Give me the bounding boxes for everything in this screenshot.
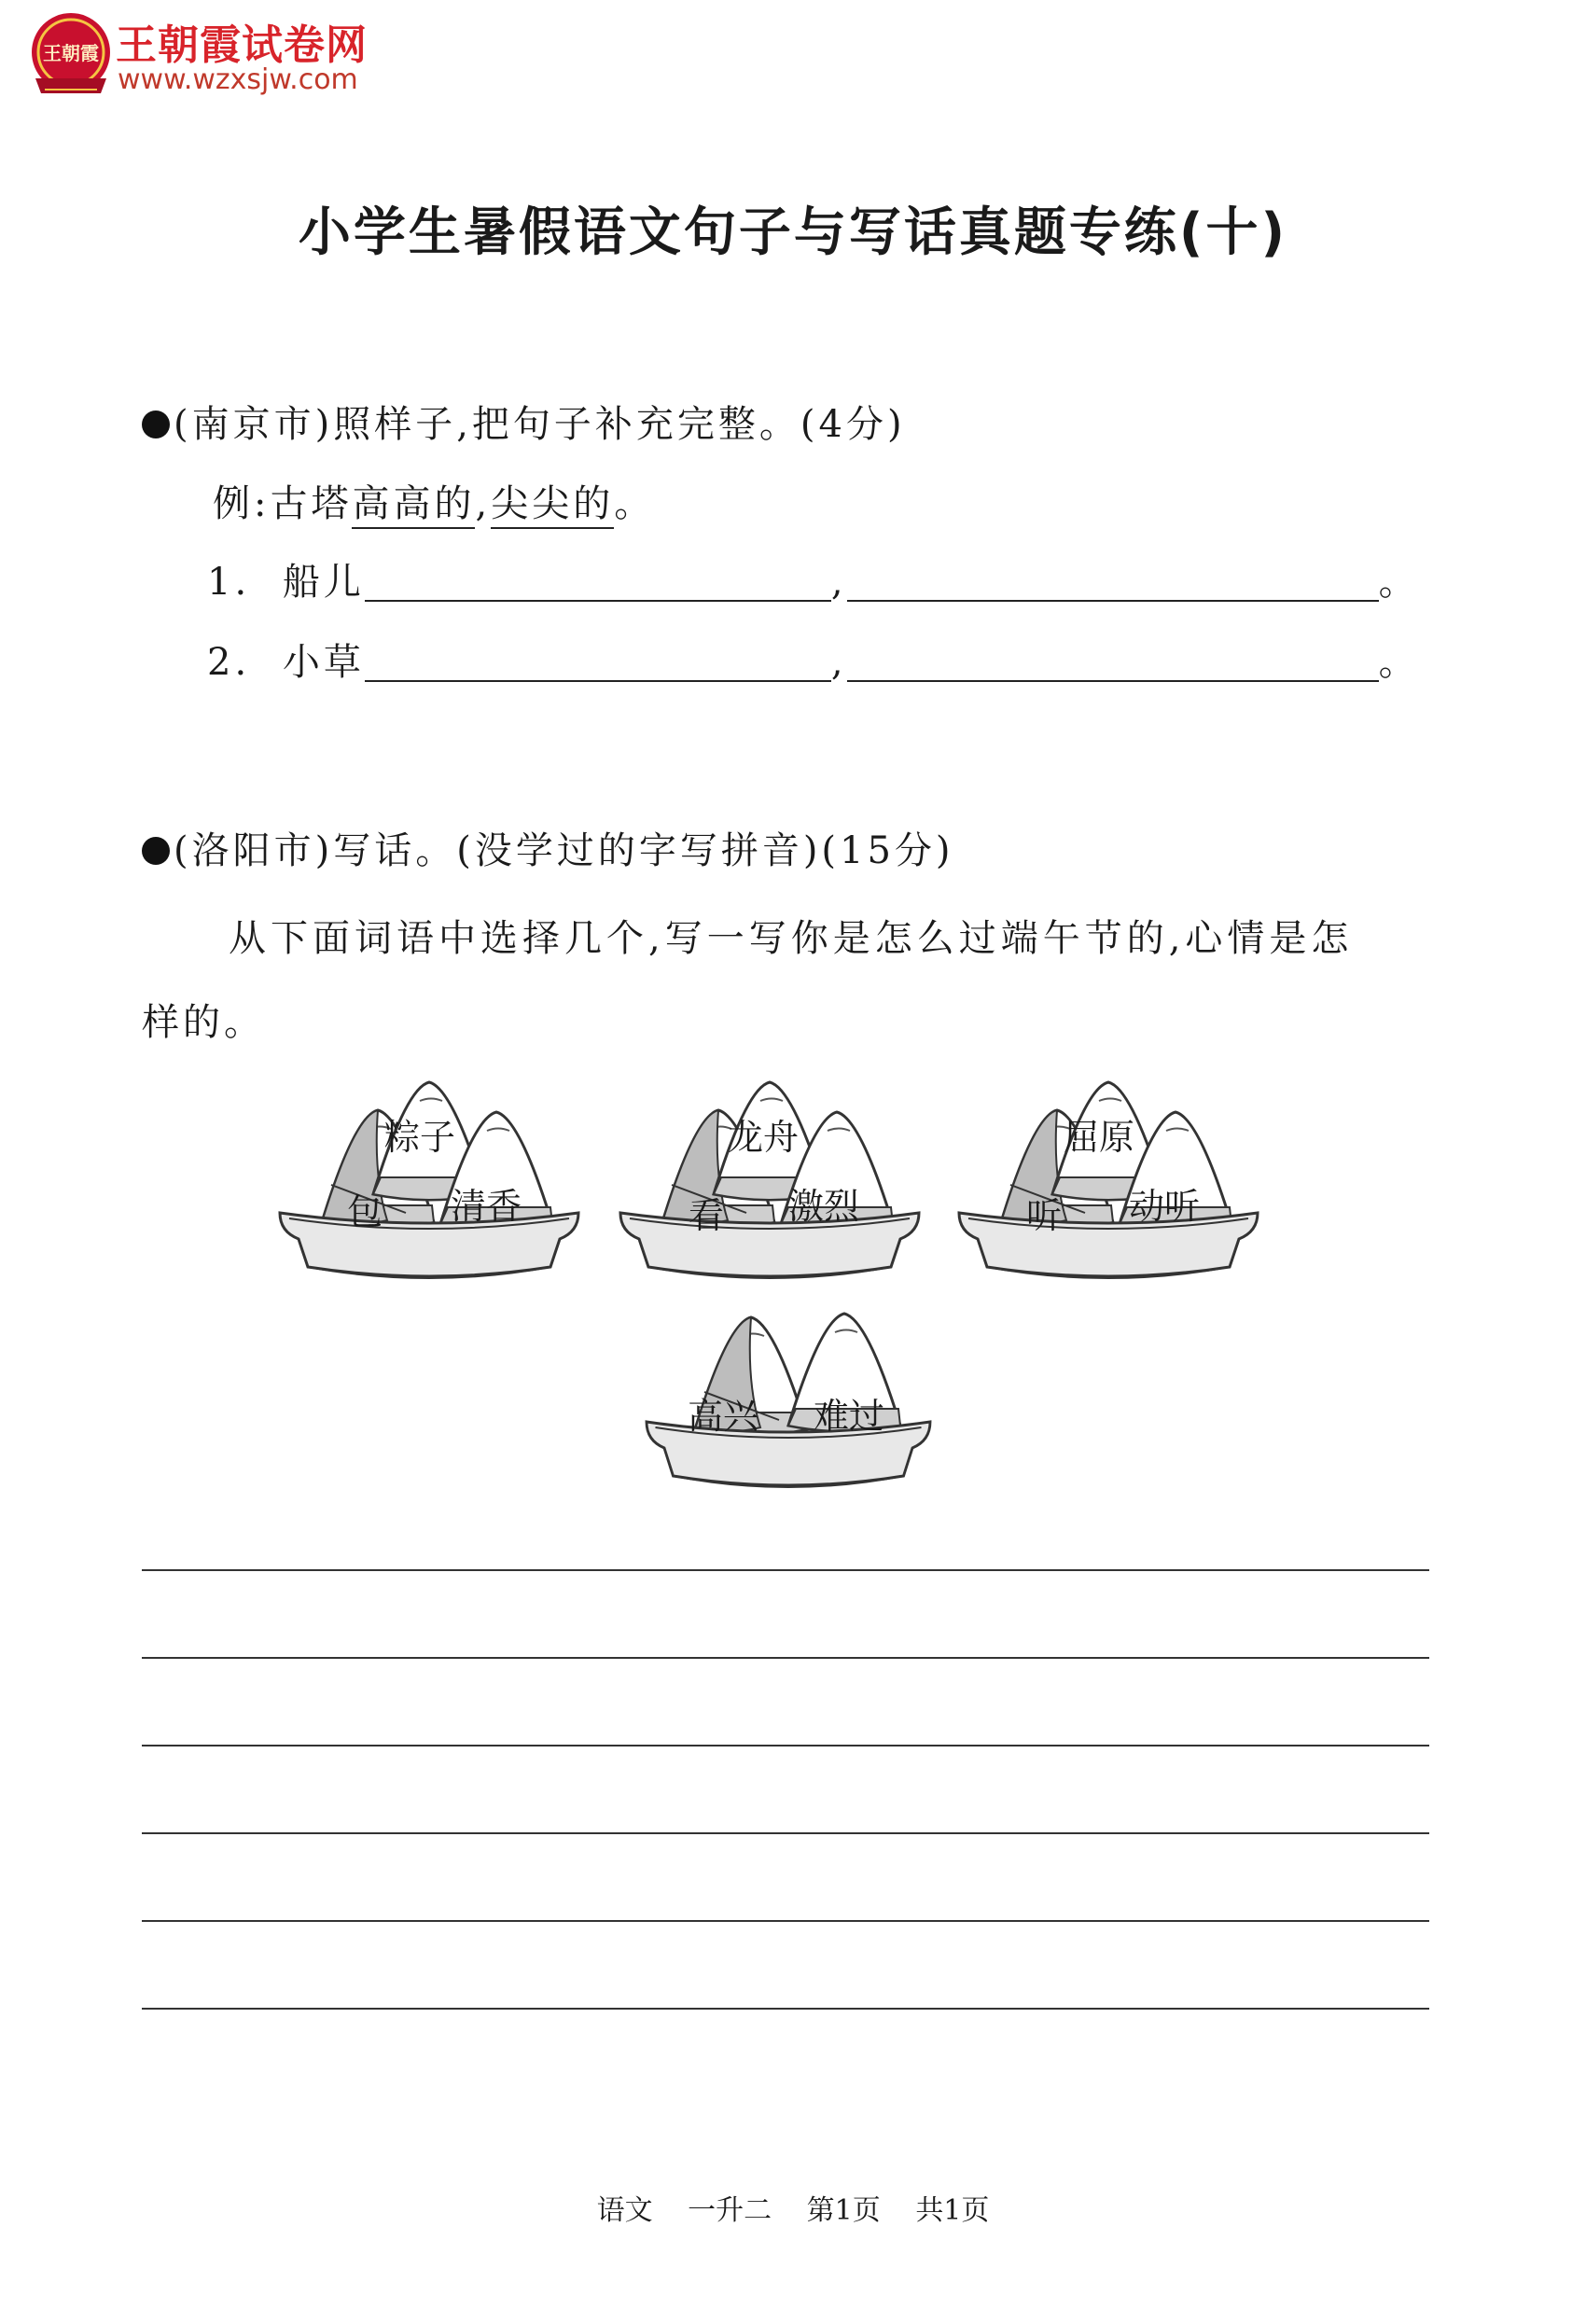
footer-grade: 一升二	[688, 2194, 772, 2227]
word-zongzi: 粽子	[384, 1117, 456, 1158]
example-comma: ,	[475, 482, 492, 525]
word-nanguo: 难过	[814, 1396, 885, 1437]
badge-text: 王朝霞	[43, 42, 99, 64]
word-bao: 包	[347, 1191, 383, 1232]
writing-line-1[interactable]	[142, 1569, 1429, 1571]
q2-heading-text: (洛阳市)写话。(没学过的字写拼音)(15分)	[174, 829, 954, 872]
footer-subject: 语文	[596, 2194, 653, 2227]
example-part2: 尖尖的	[491, 482, 614, 529]
q1-heading-text: (南京市)照样子,把句子补充完整。(4分)	[174, 403, 906, 446]
footer-page: 第1页	[806, 2194, 881, 2227]
word-longzhou: 龙舟	[728, 1117, 800, 1158]
page-title: 小学生暑假语文句子与写话真题专练(十)	[298, 202, 1288, 263]
example-end: 。	[614, 482, 656, 525]
item-number: 2.	[207, 641, 251, 684]
footer-total: 共1页	[915, 2194, 990, 2227]
page-footer	[0, 2187, 1586, 2228]
word-qingxiang: 清香	[451, 1186, 522, 1227]
word-gaoxing: 高兴	[688, 1396, 759, 1437]
writing-line-6[interactable]	[142, 2008, 1429, 2010]
watermark-title: 王朝霞试卷网	[116, 21, 368, 69]
item-number: 1.	[207, 561, 251, 604]
example-prefix: 例:古塔	[213, 482, 353, 525]
example-part1: 高高的	[352, 482, 475, 529]
word-ting: 听	[1026, 1195, 1063, 1236]
item-subject: 小草	[282, 641, 365, 684]
watermark-url[interactable]: www.wzxsjw.com	[118, 63, 358, 96]
writing-line-2[interactable]	[142, 1657, 1429, 1659]
q2-instruction-line1: 从下面词语中选择几个,写一写你是怎么过端午节的,心情是怎	[229, 917, 1354, 960]
word-quyuan: 屈原	[1064, 1117, 1135, 1158]
writing-line-5[interactable]	[142, 1920, 1429, 1922]
item-subject: 船儿	[282, 561, 365, 604]
word-dongting: 动听	[1129, 1186, 1201, 1227]
item-comma: ,	[830, 561, 847, 604]
item-end: 。	[1378, 641, 1420, 684]
q2-instruction-line2: 样的。	[142, 1001, 265, 1044]
item-end: 。	[1378, 561, 1420, 604]
writing-line-4[interactable]	[142, 1832, 1429, 1834]
word-jilie: 激烈	[788, 1186, 860, 1227]
writing-line-3[interactable]	[142, 1745, 1429, 1746]
item-comma: ,	[830, 641, 847, 684]
word-kan: 看	[689, 1195, 725, 1236]
